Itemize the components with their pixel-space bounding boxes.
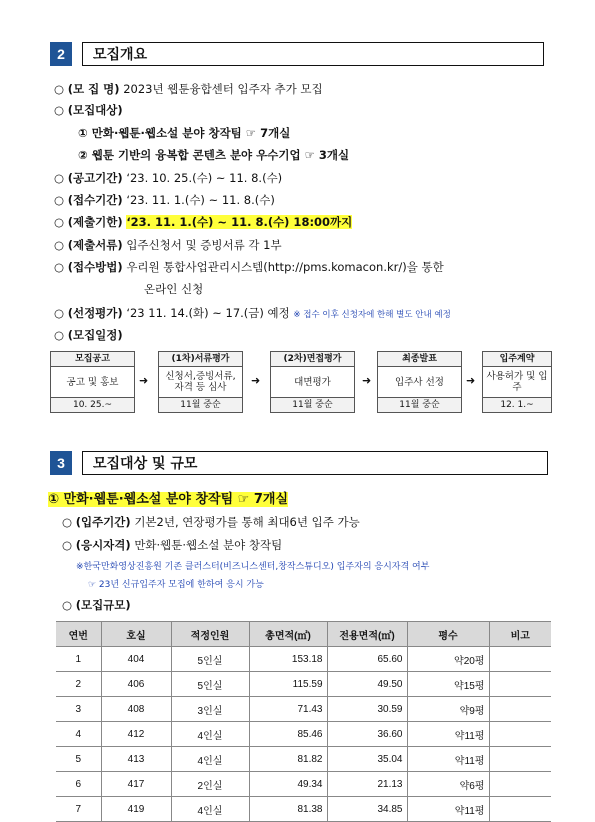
cell-total-area: 115.59	[249, 672, 327, 697]
flow-step-final	[377, 351, 462, 413]
section-3-number: 3	[50, 451, 72, 475]
row-text: 입주신청서 및 증빙서류 각 1부	[126, 238, 282, 252]
table-row	[56, 672, 551, 697]
flow-arrow-icon: ➜	[139, 374, 149, 387]
bullet: ○	[62, 515, 73, 529]
cell-remarks	[489, 647, 551, 672]
cell-room: 406	[101, 672, 171, 697]
deadline-highlight: ‘23. 11. 1.(수) ~ 11. 8.(수) 18:00까지	[126, 215, 353, 229]
evaluation-note: ※ 접수 이후 신청자에 한해 별도 안내 예정	[293, 310, 451, 320]
cell-capacity: 5인실	[171, 672, 249, 697]
col-header-room: 호실	[101, 622, 171, 647]
cell-pyeong: 약11평	[407, 747, 489, 772]
cell-exclusive-area: 30.59	[327, 697, 407, 722]
cell-total-area: 81.82	[249, 747, 327, 772]
cell-no: 3	[56, 697, 101, 722]
row-label: (응시자격)	[75, 538, 131, 552]
cell-remarks	[489, 797, 551, 822]
recruit-name-row	[54, 81, 323, 97]
row-label: (모집규모)	[75, 598, 131, 612]
row-text: ‘23. 11. 1.(수) ~ 11. 8.(수)	[126, 193, 275, 207]
cell-no: 6	[56, 772, 101, 797]
cell-pyeong: 약6평	[407, 772, 489, 797]
cell-capacity: 5인실	[171, 647, 249, 672]
eligibility-note: ※한국만화영상진흥원 기존 클러스터(비즈니스센터,창작스튜디오) 입주자의 응시자격 여부	[76, 562, 430, 572]
cell-total-area: 49.34	[249, 772, 327, 797]
application-period-row	[54, 192, 275, 208]
capacity-row	[62, 597, 131, 613]
flow-step-head: 모집공고	[51, 352, 134, 367]
bullet: ○	[62, 538, 73, 552]
row-text: 2023년 웹툰융합센터 입주자 추가 모집	[123, 82, 323, 96]
table-row	[56, 772, 551, 797]
flow-step-head: 입주계약	[483, 352, 551, 367]
row-label: (모집대상)	[67, 103, 123, 117]
cell-pyeong: 약11평	[407, 797, 489, 822]
eligibility-row	[62, 537, 282, 553]
row-label: (공고기간)	[67, 171, 123, 185]
row-label: (모 집 명)	[67, 82, 120, 96]
col-header-total-area: 총면적(㎡)	[249, 622, 327, 647]
cell-capacity: 4인실	[171, 797, 249, 822]
section-2-number: 2	[50, 42, 72, 66]
cell-room: 404	[101, 647, 171, 672]
bullet: ○	[54, 193, 65, 207]
cell-exclusive-area: 35.04	[327, 747, 407, 772]
flow-step-notice	[50, 351, 135, 413]
section-3-heading-text: ① 만화·웹툰·웹소설 분야 창작팀 ☞ 7개실	[48, 492, 289, 507]
row-text: 기본2년, 연장평가를 통해 최대6년 입주 가능	[134, 515, 360, 529]
cell-room: 419	[101, 797, 171, 822]
section-2-title: 모집개요	[82, 42, 544, 66]
room-table	[56, 621, 551, 822]
cell-pyeong: 약20평	[407, 647, 489, 672]
section-3-heading	[48, 488, 288, 507]
residence-period-row	[62, 514, 360, 530]
col-header-remarks: 비고	[489, 622, 551, 647]
cell-capacity: 4인실	[171, 747, 249, 772]
flow-step-body: 사용허가 및 입주	[486, 371, 548, 393]
cell-no: 5	[56, 747, 101, 772]
cell-room: 413	[101, 747, 171, 772]
flow-step-body: 공고 및 홍보	[66, 376, 119, 388]
bullet: ○	[54, 306, 65, 320]
cell-capacity: 4인실	[171, 722, 249, 747]
flow-step-document-review	[158, 351, 243, 413]
cell-pyeong: 약15평	[407, 672, 489, 697]
row-label: (제출서류)	[67, 238, 123, 252]
row-text: ‘23. 10. 25.(수) ~ 11. 8.(수)	[126, 171, 283, 185]
cell-remarks	[489, 747, 551, 772]
cell-remarks	[489, 672, 551, 697]
flow-step-date: 11월 중순	[378, 397, 461, 412]
cell-remarks	[489, 722, 551, 747]
cell-exclusive-area: 36.60	[327, 722, 407, 747]
bullet: ○	[54, 238, 65, 252]
cell-no: 4	[56, 722, 101, 747]
flow-step-date: 12. 1.~	[483, 397, 551, 412]
cell-exclusive-area: 49.50	[327, 672, 407, 697]
cell-pyeong: 약11평	[407, 722, 489, 747]
col-header-exclusive-area: 전용면적(㎡)	[327, 622, 407, 647]
row-label: (접수기간)	[67, 193, 123, 207]
flow-step-date: 11월 중순	[271, 397, 354, 412]
bullet: ○	[62, 598, 73, 612]
cell-total-area: 81.38	[249, 797, 327, 822]
flow-step-body: 신청서,증빙서류, 자격 등 심사	[165, 371, 236, 393]
flow-step-body: 대면평가	[294, 376, 331, 388]
flow-step-interview	[270, 351, 355, 413]
row-label: (모집일정)	[67, 328, 123, 342]
col-header-capacity: 적정인원	[171, 622, 249, 647]
deadline-row	[54, 214, 352, 230]
flow-step-head: (1차)서류평가	[159, 352, 242, 367]
table-row	[56, 797, 551, 822]
cell-remarks	[489, 772, 551, 797]
recruit-target-row	[54, 102, 123, 118]
row-text: 만화·웹툰·웹소설 분야 창작팀	[134, 538, 283, 552]
col-header-no: 연번	[56, 622, 101, 647]
target-item-1: ① 만화·웹툰·웹소설 분야 창작팀 ☞ 7개실	[78, 126, 291, 140]
cell-no: 1	[56, 647, 101, 672]
cell-exclusive-area: 21.13	[327, 772, 407, 797]
section-3-title: 모집대상 및 규모	[82, 451, 548, 475]
table-header-row	[56, 622, 551, 647]
flow-step-head: 최종발표	[378, 352, 461, 367]
flow-arrow-icon: ➜	[251, 374, 261, 387]
method-row-line2: 온라인 신청	[144, 282, 204, 296]
eligibility-subnote: ☞ 23년 신규입주자 모집에 한하여 응시 가능	[88, 580, 264, 590]
flow-step-date: 11월 중순	[159, 397, 242, 412]
target-item-2: ② 웹툰 기반의 융복합 콘텐츠 분야 우수기업 ☞ 3개실	[78, 148, 350, 162]
cell-room: 408	[101, 697, 171, 722]
table-row	[56, 747, 551, 772]
table-row	[56, 722, 551, 747]
row-text: 우리원 통합사업관리시스템(http://pms.komacon.kr/)을 통한	[126, 260, 444, 274]
cell-total-area: 153.18	[249, 647, 327, 672]
schedule-row	[54, 327, 123, 343]
flow-step-head: (2차)면접평가	[271, 352, 354, 367]
row-label: (선정평가)	[67, 306, 123, 320]
flow-arrow-icon: ➜	[362, 374, 372, 387]
flow-arrow-icon: ➜	[466, 374, 476, 387]
flow-step-body: 입주사 선정	[395, 376, 444, 388]
flow-step-date: 10. 25.~	[51, 397, 134, 412]
table-row	[56, 647, 551, 672]
table-row	[56, 697, 551, 722]
cell-room: 417	[101, 772, 171, 797]
row-text: ‘23 11. 14.(화) ~ 17.(금) 예정	[126, 306, 290, 320]
bullet: ○	[54, 328, 65, 342]
bullet: ○	[54, 171, 65, 185]
col-header-pyeong: 평수	[407, 622, 489, 647]
method-row	[54, 259, 444, 275]
cell-no: 7	[56, 797, 101, 822]
cell-capacity: 2인실	[171, 772, 249, 797]
evaluation-row	[54, 305, 451, 323]
cell-pyeong: 약9평	[407, 697, 489, 722]
cell-capacity: 3인실	[171, 697, 249, 722]
cell-total-area: 71.43	[249, 697, 327, 722]
row-label: (접수방법)	[67, 260, 123, 274]
bullet: ○	[54, 215, 65, 229]
cell-remarks	[489, 697, 551, 722]
bullet: ○	[54, 82, 65, 96]
row-label: (입주기간)	[75, 515, 131, 529]
documents-row	[54, 237, 282, 253]
cell-room: 412	[101, 722, 171, 747]
notice-period-row	[54, 170, 282, 186]
row-label: (제출기한)	[67, 215, 123, 229]
bullet: ○	[54, 103, 65, 117]
cell-exclusive-area: 65.60	[327, 647, 407, 672]
bullet: ○	[54, 260, 65, 274]
flow-step-contract	[482, 351, 552, 413]
cell-no: 2	[56, 672, 101, 697]
cell-total-area: 85.46	[249, 722, 327, 747]
cell-exclusive-area: 34.85	[327, 797, 407, 822]
